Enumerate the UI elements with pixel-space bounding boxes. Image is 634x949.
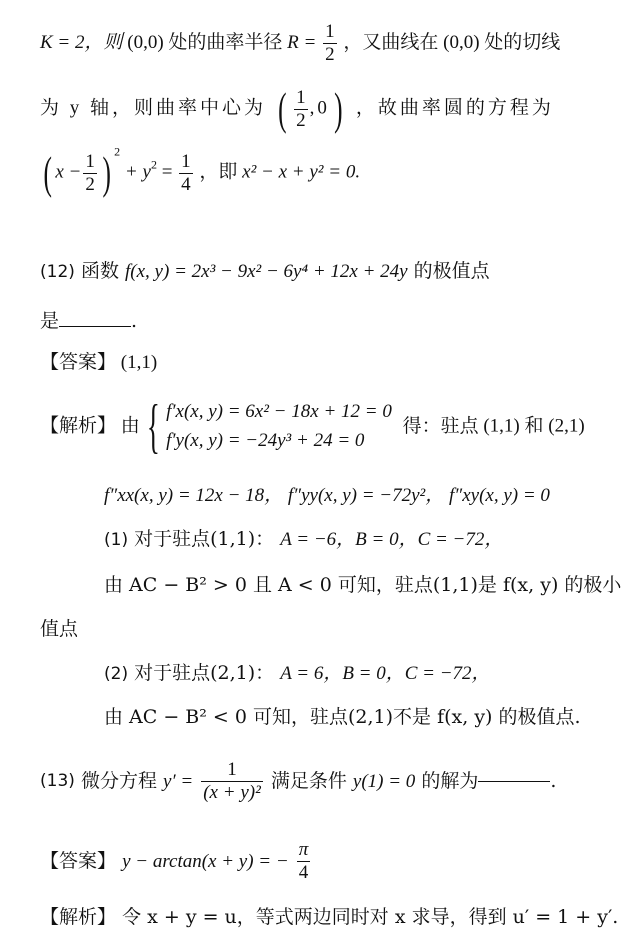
case-number: (1) bbox=[104, 530, 129, 550]
x-minus: x − bbox=[55, 161, 82, 183]
function-expression: f(x, y) = 2x³ − 9x² − 6y⁴ + 12x + 24y bbox=[125, 261, 408, 282]
fraction-numerator: 1 bbox=[181, 150, 191, 172]
line-curvature-center bbox=[40, 83, 554, 134]
fraction-rhs bbox=[179, 152, 193, 195]
text-extremum: 的极值点 bbox=[413, 260, 490, 282]
solution-tag: 【解析】 bbox=[40, 906, 117, 928]
case-values: A = 6，B = 0，C = −72， bbox=[280, 663, 491, 684]
conclusion-text: 由 AC − B² < 0 可知，驻点(2,1)不是 f(x, y) 的极值点. bbox=[104, 706, 581, 728]
solution-12 bbox=[40, 393, 585, 459]
question-number: (12) bbox=[40, 262, 75, 282]
y-exponent: 2 bbox=[150, 157, 157, 172]
answer-tag: 【答案】 bbox=[40, 849, 117, 872]
equation-system bbox=[166, 397, 392, 456]
case-text: 对于驻点(2,1)： bbox=[134, 662, 275, 684]
period: . bbox=[131, 310, 138, 332]
text-ie: ，即 bbox=[199, 161, 238, 183]
question-12-blank-line bbox=[40, 312, 137, 331]
fraction-denominator: 4 bbox=[181, 173, 191, 195]
case-text: 对于驻点(1,1)： bbox=[134, 528, 275, 550]
case-values: A = −6，B = 0，C = −72， bbox=[280, 529, 504, 550]
equation-fy: f′y(x, y) = −24y³ + 24 = 0 bbox=[166, 430, 365, 451]
fraction-numerator: 1 bbox=[325, 21, 335, 42]
text-solution: 的解为 bbox=[421, 769, 479, 792]
case-1-conclusion bbox=[104, 576, 621, 595]
text-tail: ，又曲线在 bbox=[343, 31, 439, 53]
case-1-conclusion-end bbox=[40, 620, 78, 639]
text-is: 是 bbox=[40, 310, 60, 332]
right-paren: ) bbox=[102, 147, 111, 198]
text-lead: 为 y 轴，则曲率中心为 bbox=[40, 97, 267, 119]
question-13 bbox=[40, 760, 556, 803]
conclusion-text-end: 值点 bbox=[40, 618, 79, 640]
case-2-conclusion bbox=[104, 708, 581, 727]
text-stationary: 得：驻点 bbox=[402, 415, 479, 437]
fraction-half bbox=[323, 22, 337, 65]
text-tangent: 处的切线 bbox=[484, 31, 561, 53]
origin-point: (0,0) bbox=[127, 31, 164, 53]
conclusion-text: 由 AC − B² > 0 且 A < 0 可知，驻点(1,1)是 f(x, y) 的极小 bbox=[104, 574, 622, 596]
left-brace: { bbox=[146, 393, 160, 459]
origin-point-2: (0,0) bbox=[443, 31, 480, 53]
second-derivative-expressions: f″xx(x, y) = 12x − 18， f″yy(x, y) = −72y²， f″xy(x, y) = 0 bbox=[104, 485, 550, 506]
fraction-denominator: 2 bbox=[296, 109, 306, 131]
fraction-denominator: (x + y)² bbox=[203, 781, 261, 803]
ode-fraction bbox=[201, 760, 263, 803]
result-equation: x² − x + y² = 0. bbox=[242, 161, 361, 183]
answer-13 bbox=[40, 840, 312, 883]
fraction-center bbox=[294, 88, 308, 131]
text-curvature: 处的曲率半径 bbox=[168, 31, 283, 53]
text-condition: 满足条件 bbox=[270, 769, 347, 792]
fraction-h bbox=[83, 152, 97, 195]
left-paren: ( bbox=[43, 147, 52, 198]
fraction-numerator: 1 bbox=[296, 86, 306, 108]
case-2 bbox=[104, 664, 491, 683]
question-12 bbox=[40, 262, 490, 281]
text-tail-2: ，故曲率圆的方程为 bbox=[355, 97, 554, 119]
k-equation: K = 2，则 bbox=[40, 31, 123, 53]
fraction-numerator: 1 bbox=[85, 150, 95, 172]
answer-12 bbox=[40, 353, 157, 372]
stationary-points: (1,1) 和 (2,1) bbox=[483, 415, 585, 437]
center-y: ,0 bbox=[309, 97, 330, 119]
equation-fx: f′x(x, y) = 6x² − 18x + 12 = 0 bbox=[166, 400, 392, 422]
second-derivatives bbox=[104, 486, 550, 505]
text-by: 由 bbox=[120, 415, 140, 437]
text-function: 函数 bbox=[80, 260, 119, 282]
fraction-denominator: 4 bbox=[298, 861, 309, 883]
answer-blank[interactable] bbox=[478, 780, 550, 782]
right-paren: ) bbox=[333, 83, 345, 134]
answer-blank[interactable] bbox=[59, 325, 131, 327]
left-paren: ( bbox=[277, 83, 288, 134]
case-1 bbox=[104, 530, 503, 549]
r-equation: R = bbox=[287, 31, 317, 53]
answer-value: (1,1) bbox=[120, 352, 158, 373]
line-curvature-radius bbox=[40, 22, 560, 65]
solution-13 bbox=[40, 908, 618, 927]
question-number: (13) bbox=[40, 770, 75, 791]
answer-fraction bbox=[297, 840, 311, 883]
exponent: 2 bbox=[114, 144, 121, 159]
solution-text: 令 x + y = u，等式两边同时对 x 求导，得到 u′ = 1 + y′. bbox=[122, 906, 619, 928]
fraction-numerator: 1 bbox=[201, 760, 263, 782]
initial-condition: y(1) = 0 bbox=[352, 770, 416, 792]
plus-y: + y bbox=[124, 161, 151, 183]
text-ode: 微分方程 bbox=[80, 769, 157, 792]
fraction-numerator: π bbox=[298, 839, 309, 860]
period: . bbox=[550, 769, 557, 792]
solution-tag: 【解析】 bbox=[40, 414, 117, 437]
fraction-denominator: 2 bbox=[85, 173, 95, 195]
case-number: (2) bbox=[104, 664, 129, 684]
ode-lhs: y′ = bbox=[163, 770, 194, 792]
equals: = bbox=[161, 161, 173, 183]
answer-expression: y − arctan(x + y) = − bbox=[122, 850, 289, 872]
fraction-denominator: 2 bbox=[325, 43, 335, 65]
line-circle-equation bbox=[40, 144, 361, 198]
answer-tag: 【答案】 bbox=[40, 351, 117, 373]
